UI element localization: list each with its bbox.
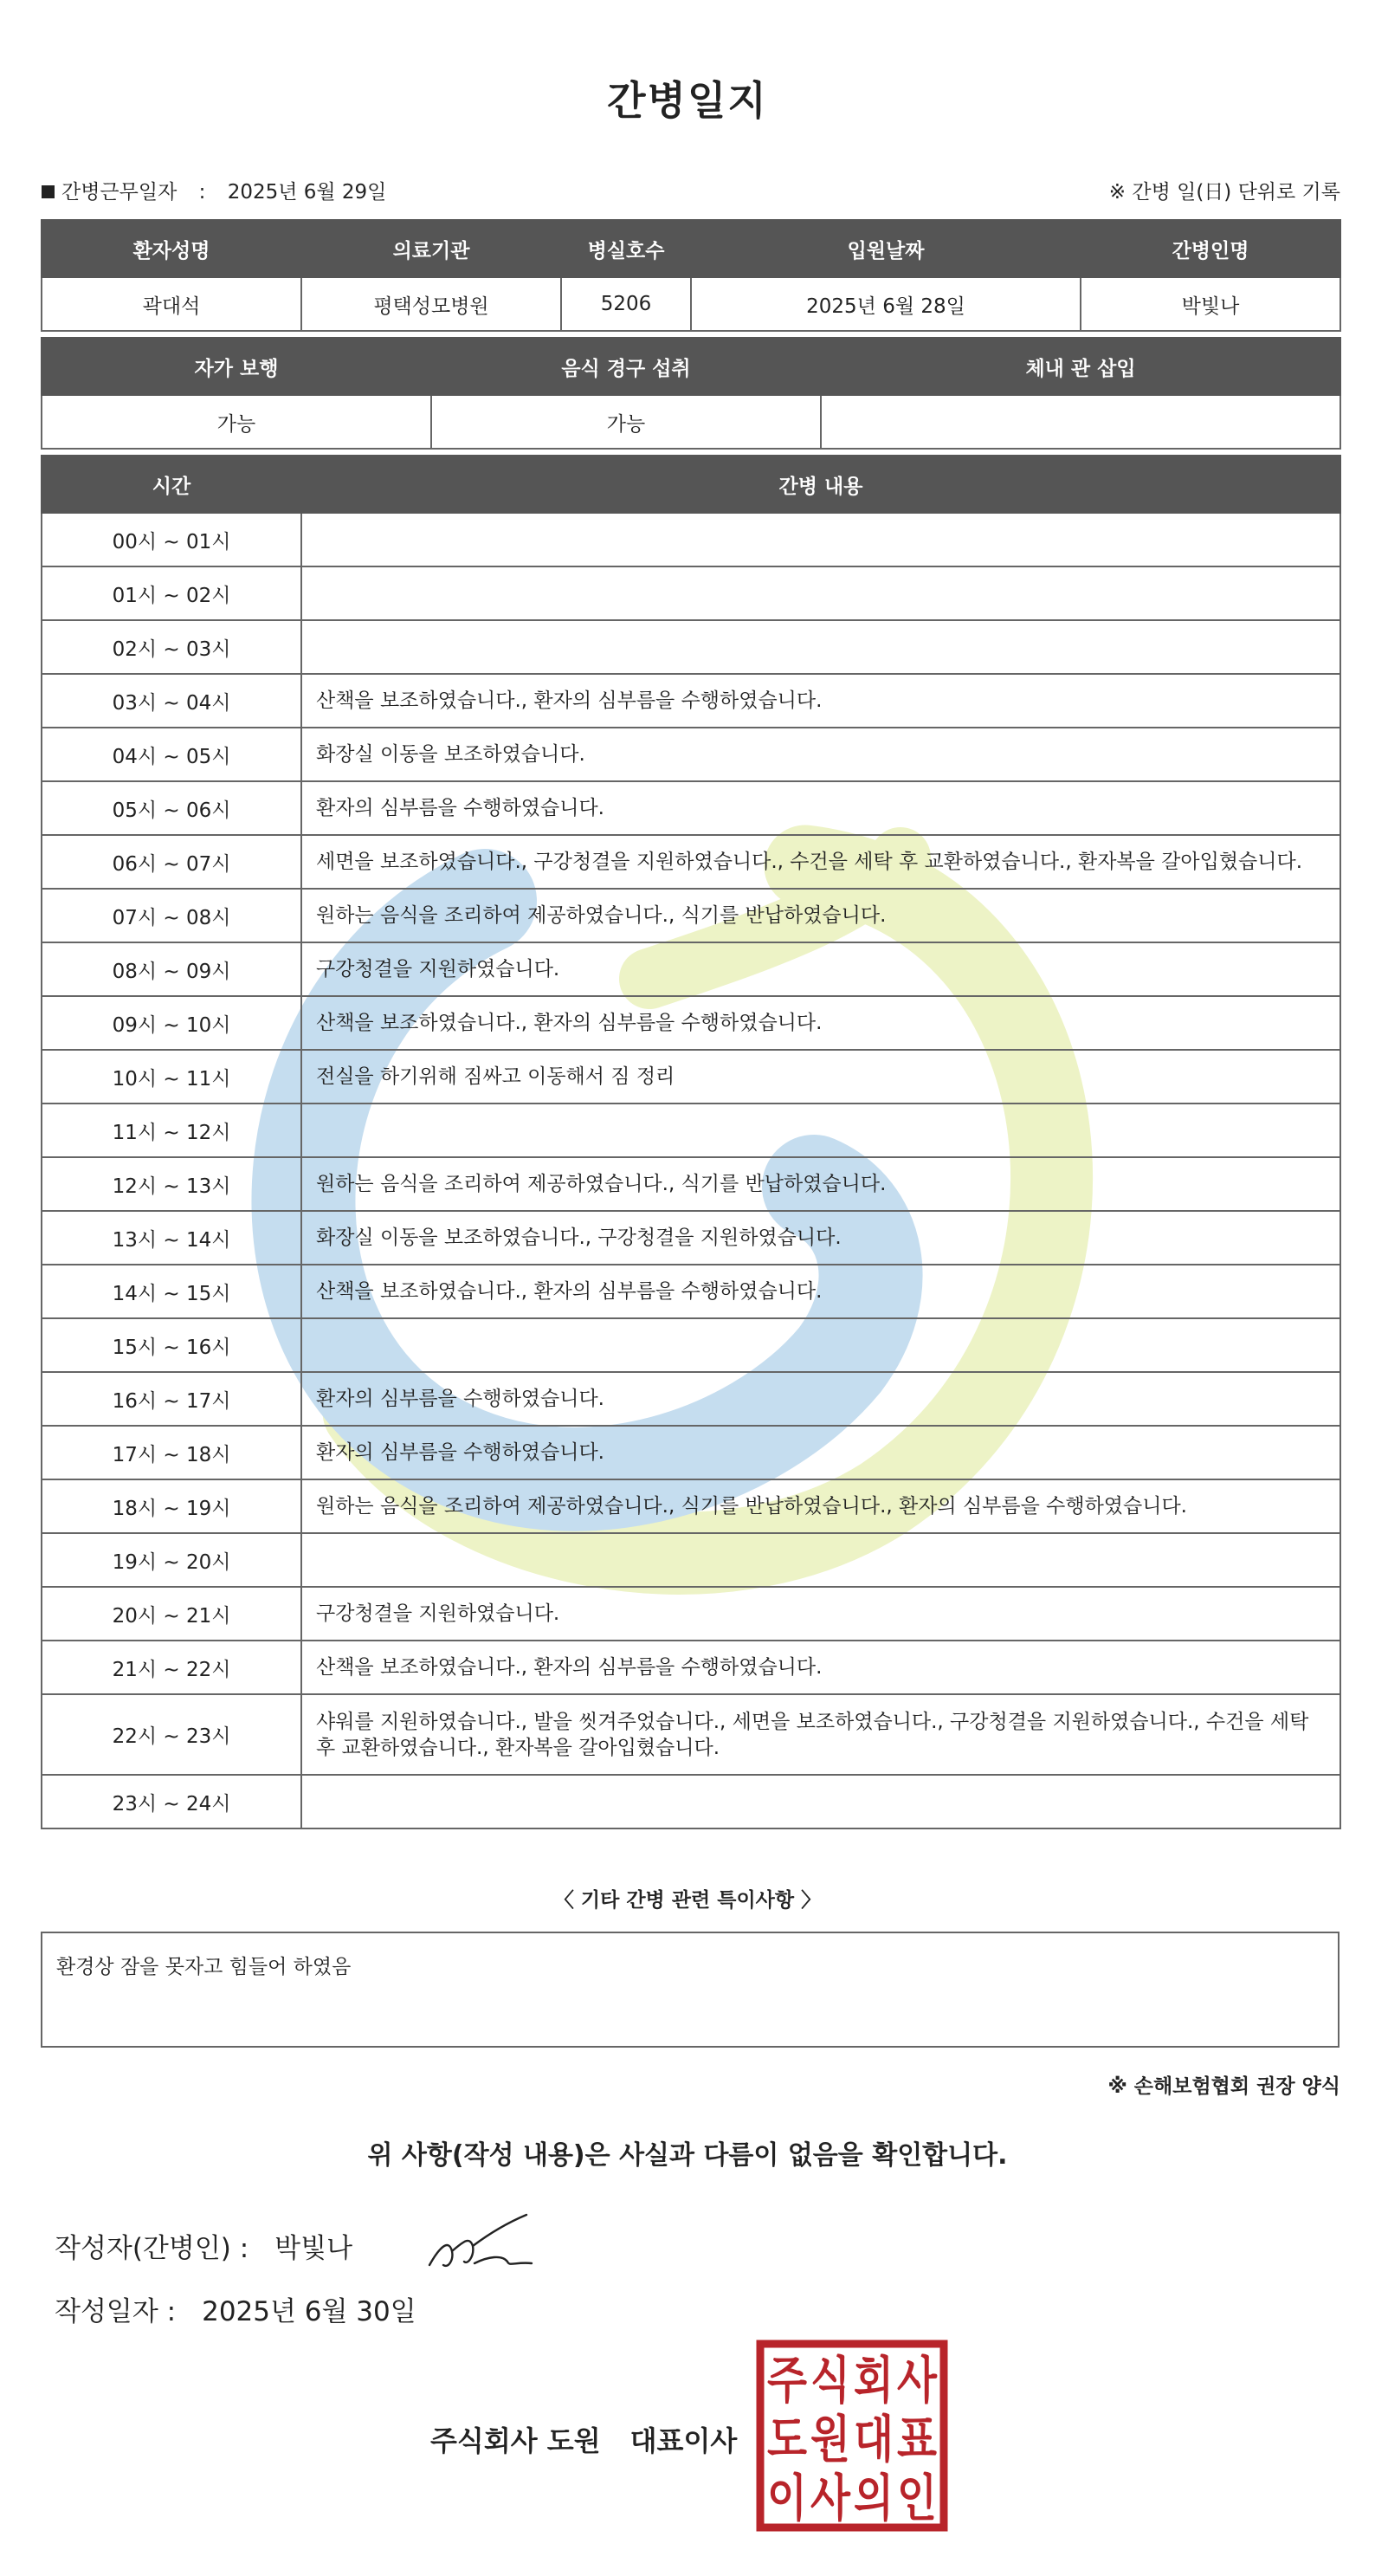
seal-character: 원 — [810, 2410, 850, 2469]
log-note-cell: 샤워를 지원하였습니다., 발을 씻겨주었습니다., 세면을 보조하였습니다., 구강청결을 지원하였습니다., 수건을 세탁 후 교환하였습니다., 환자복을 갈아입혔습니다. — [301, 1694, 1340, 1775]
work-date-value: 2025년 6월 29일 — [227, 181, 387, 204]
log-time-cell: 21시 ~ 22시 — [42, 1641, 301, 1694]
seal-character: 주 — [767, 2351, 807, 2410]
self-walking-value: 가능 — [42, 395, 431, 449]
status-value-row — [42, 395, 1340, 449]
log-row — [42, 1587, 1340, 1641]
log-note-cell: 구강청결을 지원하였습니다. — [301, 1587, 1340, 1641]
log-note-cell: 세면을 보조하였습니다., 구강청결을 지원하였습니다., 수건을 세탁 후 교환하였습니다., 환자복을 갈아입혔습니다. — [301, 835, 1340, 889]
log-row — [42, 1694, 1340, 1775]
log-note-cell: 화장실 이동을 보조하였습니다., 구강청결을 지원하였습니다. — [301, 1211, 1340, 1265]
log-time-cell: 11시 ~ 12시 — [42, 1104, 301, 1157]
log-row — [42, 1265, 1340, 1318]
log-time-cell: 12시 ~ 13시 — [42, 1157, 301, 1211]
log-time-cell: 23시 ~ 24시 — [42, 1775, 301, 1828]
log-row — [42, 1479, 1340, 1533]
log-note-cell: 산책을 보조하였습니다., 환자의 심부름을 수행하였습니다. — [301, 1265, 1340, 1318]
log-row — [42, 566, 1340, 620]
log-row — [42, 996, 1340, 1050]
log-note-cell: 구강청결을 지원하였습니다. — [301, 942, 1340, 996]
writer-label: 작성자(간병인) : — [55, 2233, 249, 2264]
log-time-cell: 03시 ~ 04시 — [42, 674, 301, 728]
log-note-cell: 산책을 보조하였습니다., 환자의 심부름을 수행하였습니다. — [301, 1641, 1340, 1694]
work-date-line — [42, 176, 386, 204]
log-note-cell: 산책을 보조하였습니다., 환자의 심부름을 수행하였습니다. — [301, 996, 1340, 1050]
log-note-cell: 전실을 하기위해 짐싸고 이동해서 짐 정리 — [301, 1050, 1340, 1104]
log-note-cell: 산책을 보조하였습니다., 환자의 심부름을 수행하였습니다. — [301, 674, 1340, 728]
confirmation-statement: 위 사항(작성 내용)은 사실과 다름이 없음을 확인합니다. — [367, 2140, 1008, 2171]
seal-character: 표 — [897, 2410, 937, 2469]
company-seal-stamp — [755, 2339, 949, 2533]
log-note-cell: 환자의 심부름을 수행하였습니다. — [301, 1372, 1340, 1426]
written-date-line — [55, 2289, 416, 2328]
header-caregiver-name: 간병인명 — [1081, 220, 1340, 277]
log-row — [42, 728, 1340, 781]
header-oral-intake: 음식 경구 섭취 — [431, 338, 821, 395]
seal-character: 의 — [854, 2469, 894, 2527]
log-row — [42, 835, 1340, 889]
patient-status-table — [41, 337, 1341, 450]
log-time-cell: 01시 ~ 02시 — [42, 566, 301, 620]
log-row — [42, 1318, 1340, 1372]
written-date-label: 작성일자 : — [55, 2296, 177, 2327]
work-date-label: 간병근무일자 — [61, 181, 178, 204]
log-time-cell: 00시 ~ 01시 — [42, 513, 301, 566]
log-header-row — [42, 456, 1340, 513]
header-tube-insertion: 체내 관 삽입 — [821, 338, 1340, 395]
log-time-cell: 22시 ~ 23시 — [42, 1694, 301, 1775]
special-notes-text: 환경상 잠을 못자고 힘들어 하였음 — [56, 1956, 352, 1978]
header-time: 시간 — [42, 456, 301, 513]
log-row — [42, 1104, 1340, 1157]
care-log-table — [41, 455, 1341, 1829]
log-time-cell: 17시 ~ 18시 — [42, 1426, 301, 1479]
association-note: ※ 손해보험협회 권장 양식 — [1107, 2075, 1340, 2098]
log-time-cell: 10시 ~ 11시 — [42, 1050, 301, 1104]
log-note-cell: 원하는 음식을 조리하여 제공하였습니다., 식기를 반납하였습니다. — [301, 1157, 1340, 1211]
log-time-cell: 14시 ~ 15시 — [42, 1265, 301, 1318]
tube-insertion-value — [821, 395, 1340, 449]
seal-character: 사 — [897, 2351, 938, 2410]
header-care-content: 간병 내용 — [301, 456, 1340, 513]
log-note-cell — [301, 513, 1340, 566]
log-note-cell — [301, 1775, 1340, 1828]
log-note-cell: 환자의 심부름을 수행하였습니다. — [301, 1426, 1340, 1479]
company-name: 주식회사 도원 — [430, 2424, 601, 2457]
log-time-cell: 08시 ~ 09시 — [42, 942, 301, 996]
company-signature-line — [430, 2419, 737, 2459]
log-note-cell — [301, 566, 1340, 620]
log-time-cell: 02시 ~ 03시 — [42, 620, 301, 674]
log-time-cell: 09시 ~ 10시 — [42, 996, 301, 1050]
seal-character: 이 — [767, 2469, 807, 2527]
log-row — [42, 1211, 1340, 1265]
log-time-cell: 13시 ~ 14시 — [42, 1211, 301, 1265]
log-time-cell: 15시 ~ 16시 — [42, 1318, 301, 1372]
patient-name: 곽대석 — [42, 277, 301, 331]
header-patient-name: 환자성명 — [42, 220, 301, 277]
company-title: 대표이사 — [629, 2424, 738, 2457]
seal-character: 회 — [854, 2351, 894, 2410]
log-note-cell: 원하는 음식을 조리하여 제공하였습니다., 식기를 반납하였습니다. — [301, 889, 1340, 942]
log-time-cell: 16시 ~ 17시 — [42, 1372, 301, 1426]
patient-value-row — [42, 277, 1340, 331]
seal-character: 인 — [897, 2469, 937, 2527]
log-row — [42, 674, 1340, 728]
log-note-cell — [301, 1533, 1340, 1587]
patient-header-row — [42, 220, 1340, 277]
seal-character: 식 — [810, 2351, 850, 2410]
admission-date: 2025년 6월 28일 — [691, 277, 1081, 331]
log-row — [42, 1426, 1340, 1479]
log-time-cell: 20시 ~ 21시 — [42, 1587, 301, 1641]
header-self-walking: 자가 보행 — [42, 338, 431, 395]
log-time-cell: 06시 ~ 07시 — [42, 835, 301, 889]
log-note-cell: 환자의 심부름을 수행하였습니다. — [301, 781, 1340, 835]
log-row — [42, 889, 1340, 942]
log-note-cell — [301, 620, 1340, 674]
bullet-square-icon — [42, 185, 55, 198]
log-row — [42, 1372, 1340, 1426]
hospital-name: 평택성모병원 — [301, 277, 561, 331]
written-date-value: 2025년 6월 30일 — [202, 2296, 416, 2327]
log-row — [42, 781, 1340, 835]
log-time-cell: 05시 ~ 06시 — [42, 781, 301, 835]
log-note-cell: 원하는 음식을 조리하여 제공하였습니다., 식기를 반납하였습니다., 환자의 심부름을 수행하였습니다. — [301, 1479, 1340, 1533]
log-row — [42, 942, 1340, 996]
log-row — [42, 1641, 1340, 1694]
log-row — [42, 1775, 1340, 1828]
log-row — [42, 1050, 1340, 1104]
seal-character: 사 — [810, 2469, 851, 2527]
log-time-cell: 19시 ~ 20시 — [42, 1533, 301, 1587]
log-note-cell — [301, 1318, 1340, 1372]
unit-note: ※ 간병 일(日) 단위로 기록 — [1108, 181, 1340, 204]
room-number: 5206 — [561, 277, 691, 331]
special-notes-title: 〈 기타 간병 관련 특이사항 〉 — [553, 1889, 822, 1912]
caregiver-name: 박빛나 — [1081, 277, 1340, 331]
log-note-cell: 화장실 이동을 보조하였습니다. — [301, 728, 1340, 781]
writer-line — [55, 2226, 352, 2265]
special-notes-box — [41, 1932, 1339, 2048]
document-title: 간병일지 — [607, 77, 768, 124]
log-row — [42, 513, 1340, 566]
header-room-number: 병실호수 — [561, 220, 691, 277]
work-date-separator: : — [198, 181, 206, 204]
log-note-cell — [301, 1104, 1340, 1157]
log-row — [42, 1533, 1340, 1587]
header-admission-date: 입원날짜 — [691, 220, 1081, 277]
status-header-row — [42, 338, 1340, 395]
log-row — [42, 620, 1340, 674]
signature-image — [423, 2211, 544, 2281]
log-row — [42, 1157, 1340, 1211]
patient-info-table — [41, 219, 1341, 332]
writer-name: 박빛나 — [274, 2233, 353, 2264]
log-time-cell: 04시 ~ 05시 — [42, 728, 301, 781]
seal-character: 도 — [767, 2410, 807, 2469]
log-time-cell: 07시 ~ 08시 — [42, 889, 301, 942]
oral-intake-value: 가능 — [431, 395, 821, 449]
seal-character: 대 — [854, 2410, 894, 2469]
log-time-cell: 18시 ~ 19시 — [42, 1479, 301, 1533]
header-hospital: 의료기관 — [301, 220, 561, 277]
